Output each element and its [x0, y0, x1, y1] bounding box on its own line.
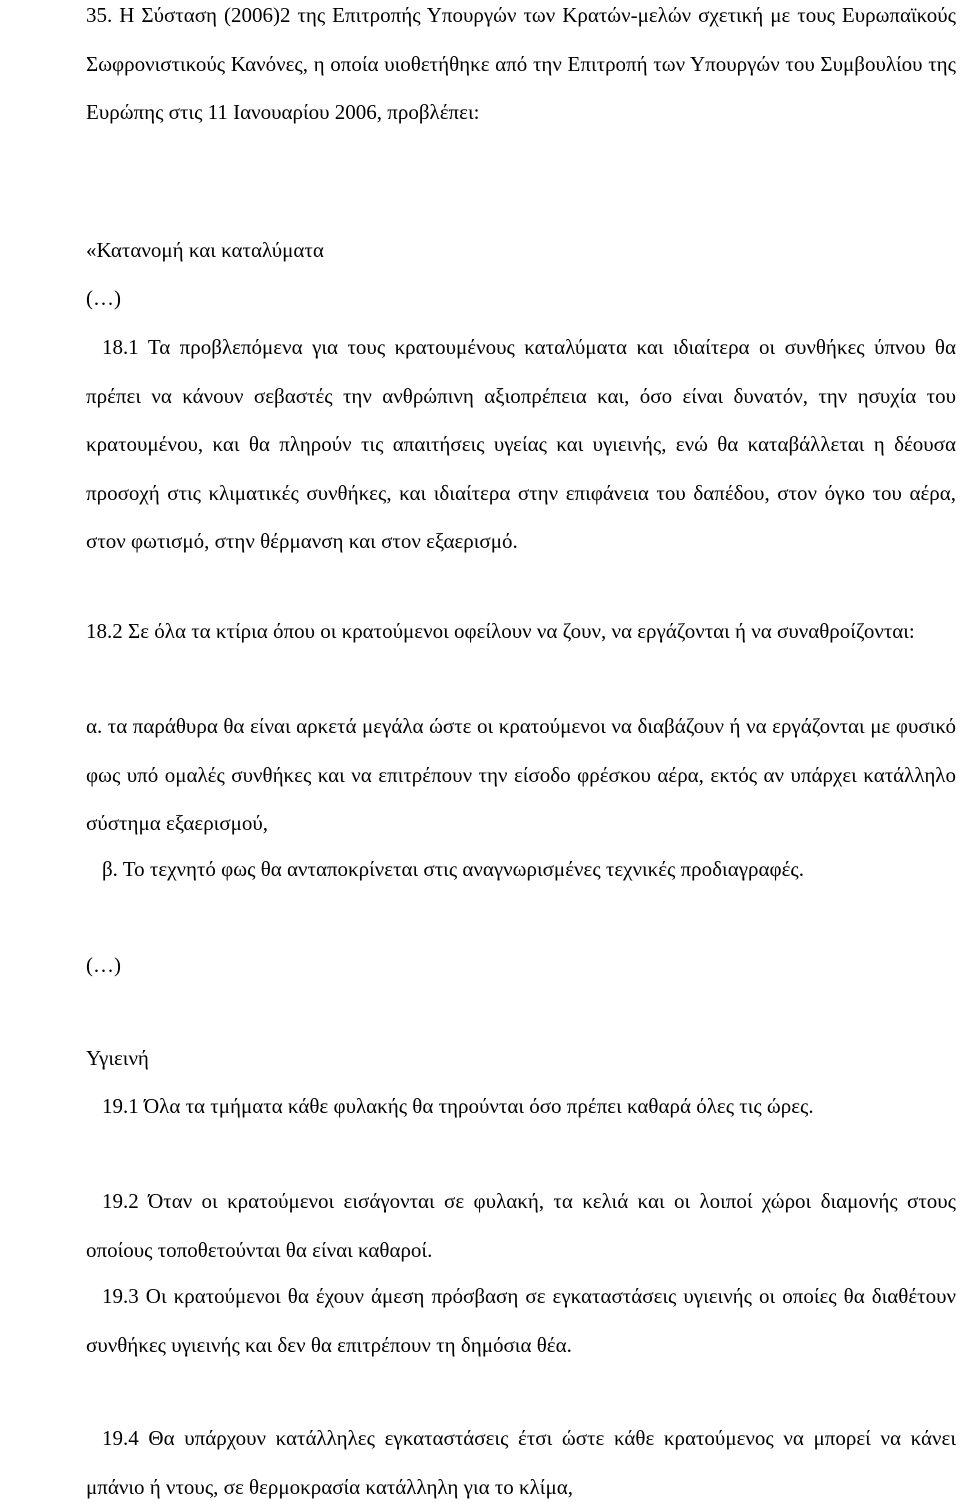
quote-title: «Κατανομή και καταλύματα — [86, 238, 324, 262]
paragraph-rule-18-2: 18.2 Σε όλα τα κτίρια όπου οι κρατούμενοι οφείλουν να ζουν, να εργάζονται ή να συναθροίζονται: — [86, 619, 915, 643]
paragraph-rule-19-2: 19.2 Όταν οι κρατούμενοι εισάγονται σε φυλακή, τα κελιά και οι λοιποί χώροι διαμονής στους οποίους τοποθετούνται θα είναι καθαροί. — [86, 1189, 956, 1262]
ellipsis-2: (…) — [86, 953, 121, 977]
paragraph-intro: 35. Η Σύσταση (2006)2 της Επιτροπής Υπουργών των Κρατών-μελών σχετική με τους Ευρωπαϊκούς Σωφρονιστικούς Κανόνες, η οποία υιοθετήθηκε από την Επιτροπή των Υπουργών του Συμβουλίου της Ευρώπης στις 11 Ιανουαρίου 2006, προβλέπει: — [86, 3, 956, 124]
paragraph-rule-19-3: 19.3 Οι κρατούμενοι θα έχουν άμεση πρόσβαση σε εγκαταστάσεις υγιεινής οι οποίες θα διαθέτουν συνθήκες υγιεινής και δεν θα επιτρέπουν τη δημόσια θέα. — [86, 1284, 956, 1357]
paragraph-rule-19-4: 19.4 Θα υπάρχουν κατάλληλες εγκαταστάσεις έτσι ώστε κάθε κρατούμενος να μπορεί να κάνει μπάνιο ή ντους, σε θερμοκρασία κατάλληλη για το κλίμα, — [86, 1426, 956, 1499]
section-heading-hygiene: Υγιεινή — [86, 1046, 149, 1070]
paragraph-rule-19-1: 19.1 Όλα τα τμήματα κάθε φυλακής θα τηρούνται όσο πρέπει καθαρά όλες τις ώρες. — [102, 1094, 814, 1118]
ellipsis-1: (…) — [86, 286, 121, 310]
paragraph-rule-18-2-a: α. τα παράθυρα θα είναι αρκετά μεγάλα ώστε οι κρατούμενοι να διαβάζουν ή να εργάζονται με φυσικό φως υπό ομαλές συνθήκες και να επιτρέπουν την είσοδο φρέσκου αέρα, εκτός αν υπάρχει κατάλληλο σύστημα εξαερισμού, — [86, 714, 956, 835]
paragraph-rule-18-1: 18.1 Τα προβλεπόμενα για τους κρατουμένους καταλύματα και ιδιαίτερα οι συνθήκες ύπνου θα πρέπει να κάνουν σεβαστές την ανθρώπινη αξιοπρέπεια και, όσο είναι δυνατόν, την ησυχία του κρατουμένου, και θα πληρούν τις απαιτήσεις υγείας και υγιεινής, ενώ θα καταβάλλεται η δέουσα προσοχή στις κλιματικές συνθήκες, και ιδιαίτερα στην επιφάνεια του δαπέδου, στον όγκο του αέρα, στον φωτισμό, στην θέρμανση και στον εξαερισμό. — [86, 335, 956, 553]
paragraph-rule-18-2-b: β. Το τεχνητό φως θα ανταποκρίνεται στις αναγνωρισμένες τεχνικές προδιαγραφές. — [102, 857, 804, 881]
